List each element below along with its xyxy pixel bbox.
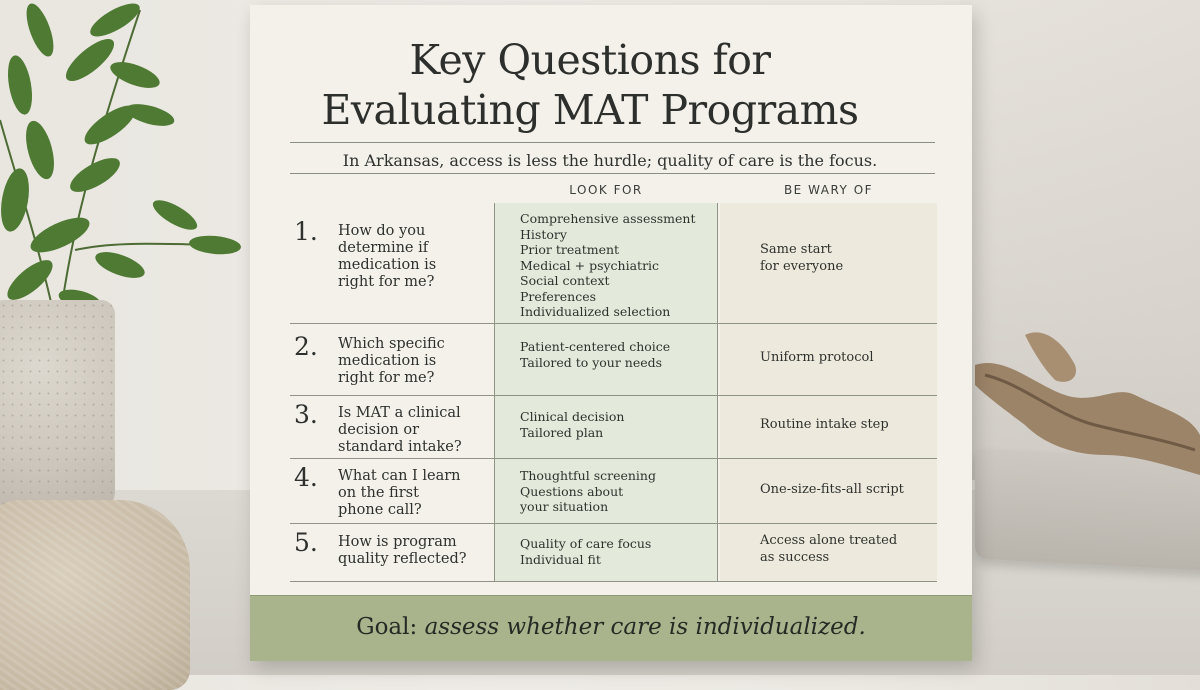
table-row [290, 203, 937, 324]
table-row [290, 459, 937, 524]
title-line-2: Evaluating MAT Programs [321, 86, 859, 134]
look-for-item: Thoughtful screening [520, 468, 656, 483]
look-for-item: your situation [520, 499, 609, 514]
be-wary-cell [720, 396, 937, 458]
question-number: 2. [294, 332, 318, 361]
question-number: 3. [294, 400, 318, 429]
look-for-item: Quality of care focus [520, 536, 652, 551]
look-for-item: History [520, 226, 567, 242]
look-for-item: Individualized selection [520, 304, 671, 319]
look-for-cell [494, 524, 718, 581]
look-for-cell [494, 459, 718, 523]
question-text: Which specific medication is right for me? [338, 336, 445, 386]
look-for-item: Prior treatment [520, 242, 620, 257]
look-for-cell [494, 396, 718, 458]
look-for-item: Clinical decision [520, 409, 625, 424]
be-wary-cell [720, 524, 937, 581]
be-wary-item: as success [760, 550, 830, 565]
table-row [290, 324, 937, 396]
col-header-be-wary: BE WARY OF [783, 183, 874, 197]
question-text: How is program quality reflected? [338, 534, 467, 567]
look-for-item: Comprehensive assessment [520, 211, 696, 226]
board-title [250, 35, 930, 135]
look-for-item: Medical + psychiatric [520, 257, 660, 273]
driftwood [965, 325, 1200, 485]
look-for-cell [494, 324, 718, 395]
be-wary-cell [720, 203, 937, 323]
be-wary-item: for everyone [760, 259, 844, 274]
subtitle-rule [290, 173, 935, 174]
look-for-cell [494, 203, 718, 323]
question-number: 4. [294, 463, 318, 492]
goal-message: assess whether care is individualized. [424, 614, 866, 640]
question-number: 5. [294, 528, 318, 557]
goal-label: Goal: [356, 614, 418, 640]
look-for-item: Tailored plan [520, 424, 604, 440]
goal-banner [250, 595, 972, 661]
question-text: How do you determine if medication is right for me? [338, 223, 437, 290]
be-wary-item: Access alone treated [760, 533, 898, 548]
title-rule [290, 142, 935, 143]
title-line-1: Key Questions for [409, 36, 771, 84]
be-wary-item: Same start [760, 242, 832, 257]
table-row [290, 524, 937, 582]
plant-leaves [0, 0, 250, 330]
be-wary-cell [720, 324, 937, 395]
look-for-item: Questions about [520, 483, 624, 499]
look-for-item: Tailored to your needs [520, 354, 663, 370]
board-subtitle: In Arkansas, access is less the hurdle; quality of care is the focus. [342, 151, 878, 170]
look-for-item: Preferences [520, 288, 597, 304]
be-wary-cell [720, 459, 937, 523]
be-wary-item: One-size-fits-all script [760, 482, 904, 497]
table-row [290, 396, 937, 459]
look-for-item: Individual fit [520, 551, 601, 567]
be-wary-item: Uniform protocol [760, 350, 874, 365]
linen-cloth [0, 500, 190, 690]
info-board [250, 5, 972, 660]
plant-pot [0, 300, 115, 520]
look-for-item: Social context [520, 273, 610, 288]
question-text: Is MAT a clinical decision or standard intake? [338, 405, 462, 455]
col-header-look-for: LOOK FOR [569, 183, 643, 197]
be-wary-item: Routine intake step [760, 417, 889, 432]
look-for-item: Patient-centered choice [520, 339, 671, 354]
question-text: What can I learn on the first phone call? [338, 468, 461, 518]
question-number: 1. [294, 217, 318, 246]
